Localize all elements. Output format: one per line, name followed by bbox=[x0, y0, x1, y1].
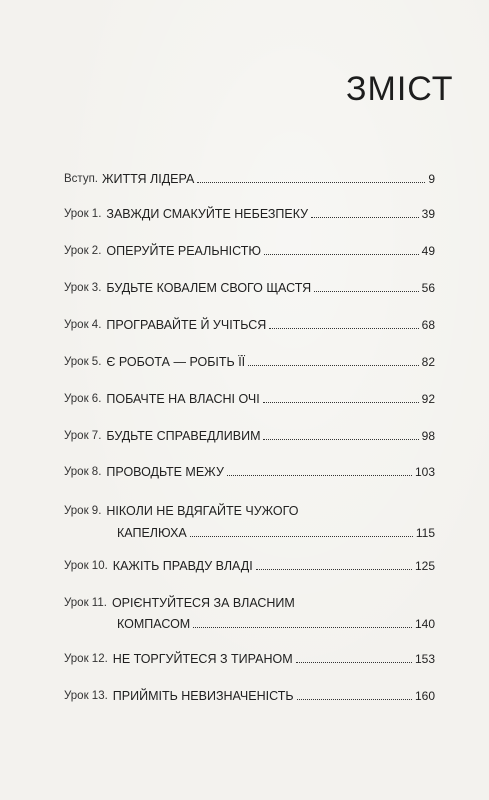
entry-title: ПОБАЧТЕ НА ВЛАСНІ ОЧІ bbox=[106, 392, 260, 406]
entry-title-continued: КАПЕЛЮХА bbox=[117, 526, 187, 540]
entry-page-number: 92 bbox=[421, 392, 435, 406]
entry-title: НЕ ТОРГУЙТЕСЯ З ТИРАНОМ bbox=[112, 652, 293, 666]
entry-title: ПРОГРАВАЙТЕ Й УЧІТЬСЯ bbox=[106, 318, 267, 332]
dot-leader bbox=[227, 475, 412, 476]
toc-entry-lesson-6 bbox=[64, 391, 435, 407]
dot-leader bbox=[190, 536, 413, 537]
entry-page-number: 82 bbox=[421, 355, 435, 369]
toc-entry-lesson-2 bbox=[64, 243, 435, 259]
toc-entry-lesson-3 bbox=[64, 280, 435, 296]
dot-leader bbox=[314, 291, 419, 292]
entry-prefix: Урок 6. bbox=[64, 393, 102, 405]
dot-leader bbox=[193, 627, 412, 628]
dot-leader bbox=[263, 402, 419, 403]
entry-page-number: 49 bbox=[421, 244, 435, 258]
entry-prefix: Урок 7. bbox=[64, 430, 102, 442]
entry-title: ПРИЙМІТЬ НЕВИЗНАЧЕНІСТЬ bbox=[112, 689, 294, 703]
dot-leader bbox=[296, 662, 412, 663]
entry-title: ОПЕРУЙТЕ РЕАЛЬНІСТЮ bbox=[106, 244, 261, 258]
toc-entry-lesson-11 bbox=[64, 595, 435, 632]
entry-title: БУДЬТЕ СПРАВЕДЛИВИМ bbox=[106, 429, 261, 443]
page-title: ЗМІСТ bbox=[346, 70, 454, 108]
dot-leader bbox=[197, 182, 425, 183]
entry-prefix: Урок 12. bbox=[64, 653, 108, 665]
toc-entry-lesson-7 bbox=[64, 428, 435, 444]
toc-entry-lesson-8 bbox=[64, 464, 435, 480]
dot-leader bbox=[256, 569, 412, 570]
toc-entry-lesson-9 bbox=[64, 503, 435, 541]
entry-page-number: 98 bbox=[421, 429, 435, 443]
entry-prefix: Урок 10. bbox=[64, 560, 108, 572]
entry-page-number: 56 bbox=[421, 281, 435, 295]
entry-title: ПРОВОДЬТЕ МЕЖУ bbox=[106, 465, 224, 479]
entry-page-number: 140 bbox=[414, 617, 435, 631]
entry-page-number: 9 bbox=[428, 172, 435, 186]
entry-page-number: 160 bbox=[414, 689, 435, 703]
entry-title-continued: КОМПАСОМ bbox=[117, 617, 191, 631]
entry-prefix: Урок 13. bbox=[64, 690, 108, 702]
toc-entry-lesson-10 bbox=[64, 558, 435, 574]
toc-entry-lesson-13 bbox=[64, 688, 435, 704]
dot-leader bbox=[248, 365, 418, 366]
toc-entry-lesson-1 bbox=[64, 206, 435, 222]
entry-prefix: Урок 5. bbox=[64, 356, 102, 368]
dot-leader bbox=[311, 217, 419, 218]
entry-prefix: Урок 2. bbox=[64, 245, 102, 257]
toc-entry-lesson-4 bbox=[64, 317, 435, 333]
toc-entry-lesson-5 bbox=[64, 354, 435, 370]
entry-prefix: Вступ. bbox=[64, 173, 98, 185]
entry-title: ЗАВЖДИ СМАКУЙТЕ НЕБЕЗПЕКУ bbox=[106, 207, 309, 221]
entry-page-number: 39 bbox=[421, 207, 435, 221]
entry-prefix: Урок 4. bbox=[64, 319, 102, 331]
toc-entry-lesson-12 bbox=[64, 651, 435, 667]
entry-title: БУДЬТЕ КОВАЛЕМ СВОГО ЩАСТЯ bbox=[106, 281, 312, 295]
toc-entry-intro bbox=[64, 171, 435, 187]
dot-leader bbox=[269, 328, 418, 329]
dot-leader bbox=[297, 699, 412, 700]
entry-page-number: 153 bbox=[414, 652, 435, 666]
entry-title: ЖИТТЯ ЛІДЕРА bbox=[102, 172, 195, 186]
entry-prefix: Урок 11. bbox=[64, 597, 107, 609]
entry-title: НІКОЛИ НЕ ВДЯГАЙТЕ ЧУЖОГО bbox=[106, 504, 299, 518]
entry-title: ОРІЄНТУЙТЕСЯ ЗА ВЛАСНИМ bbox=[111, 596, 295, 610]
dot-leader bbox=[264, 254, 419, 255]
entry-title: Є РОБОТА — РОБІТЬ ЇЇ bbox=[106, 355, 246, 369]
entry-prefix: Урок 1. bbox=[64, 208, 102, 220]
entry-title: КАЖІТЬ ПРАВДУ ВЛАДІ bbox=[112, 559, 253, 573]
entry-page-number: 115 bbox=[415, 526, 435, 540]
entry-prefix: Урок 8. bbox=[64, 466, 102, 478]
dot-leader bbox=[263, 439, 418, 440]
entry-prefix: Урок 9. bbox=[64, 505, 102, 517]
entry-page-number: 125 bbox=[414, 559, 435, 573]
entry-page-number: 68 bbox=[421, 318, 435, 332]
entry-page-number: 103 bbox=[414, 465, 435, 479]
entry-prefix: Урок 3. bbox=[64, 282, 102, 294]
